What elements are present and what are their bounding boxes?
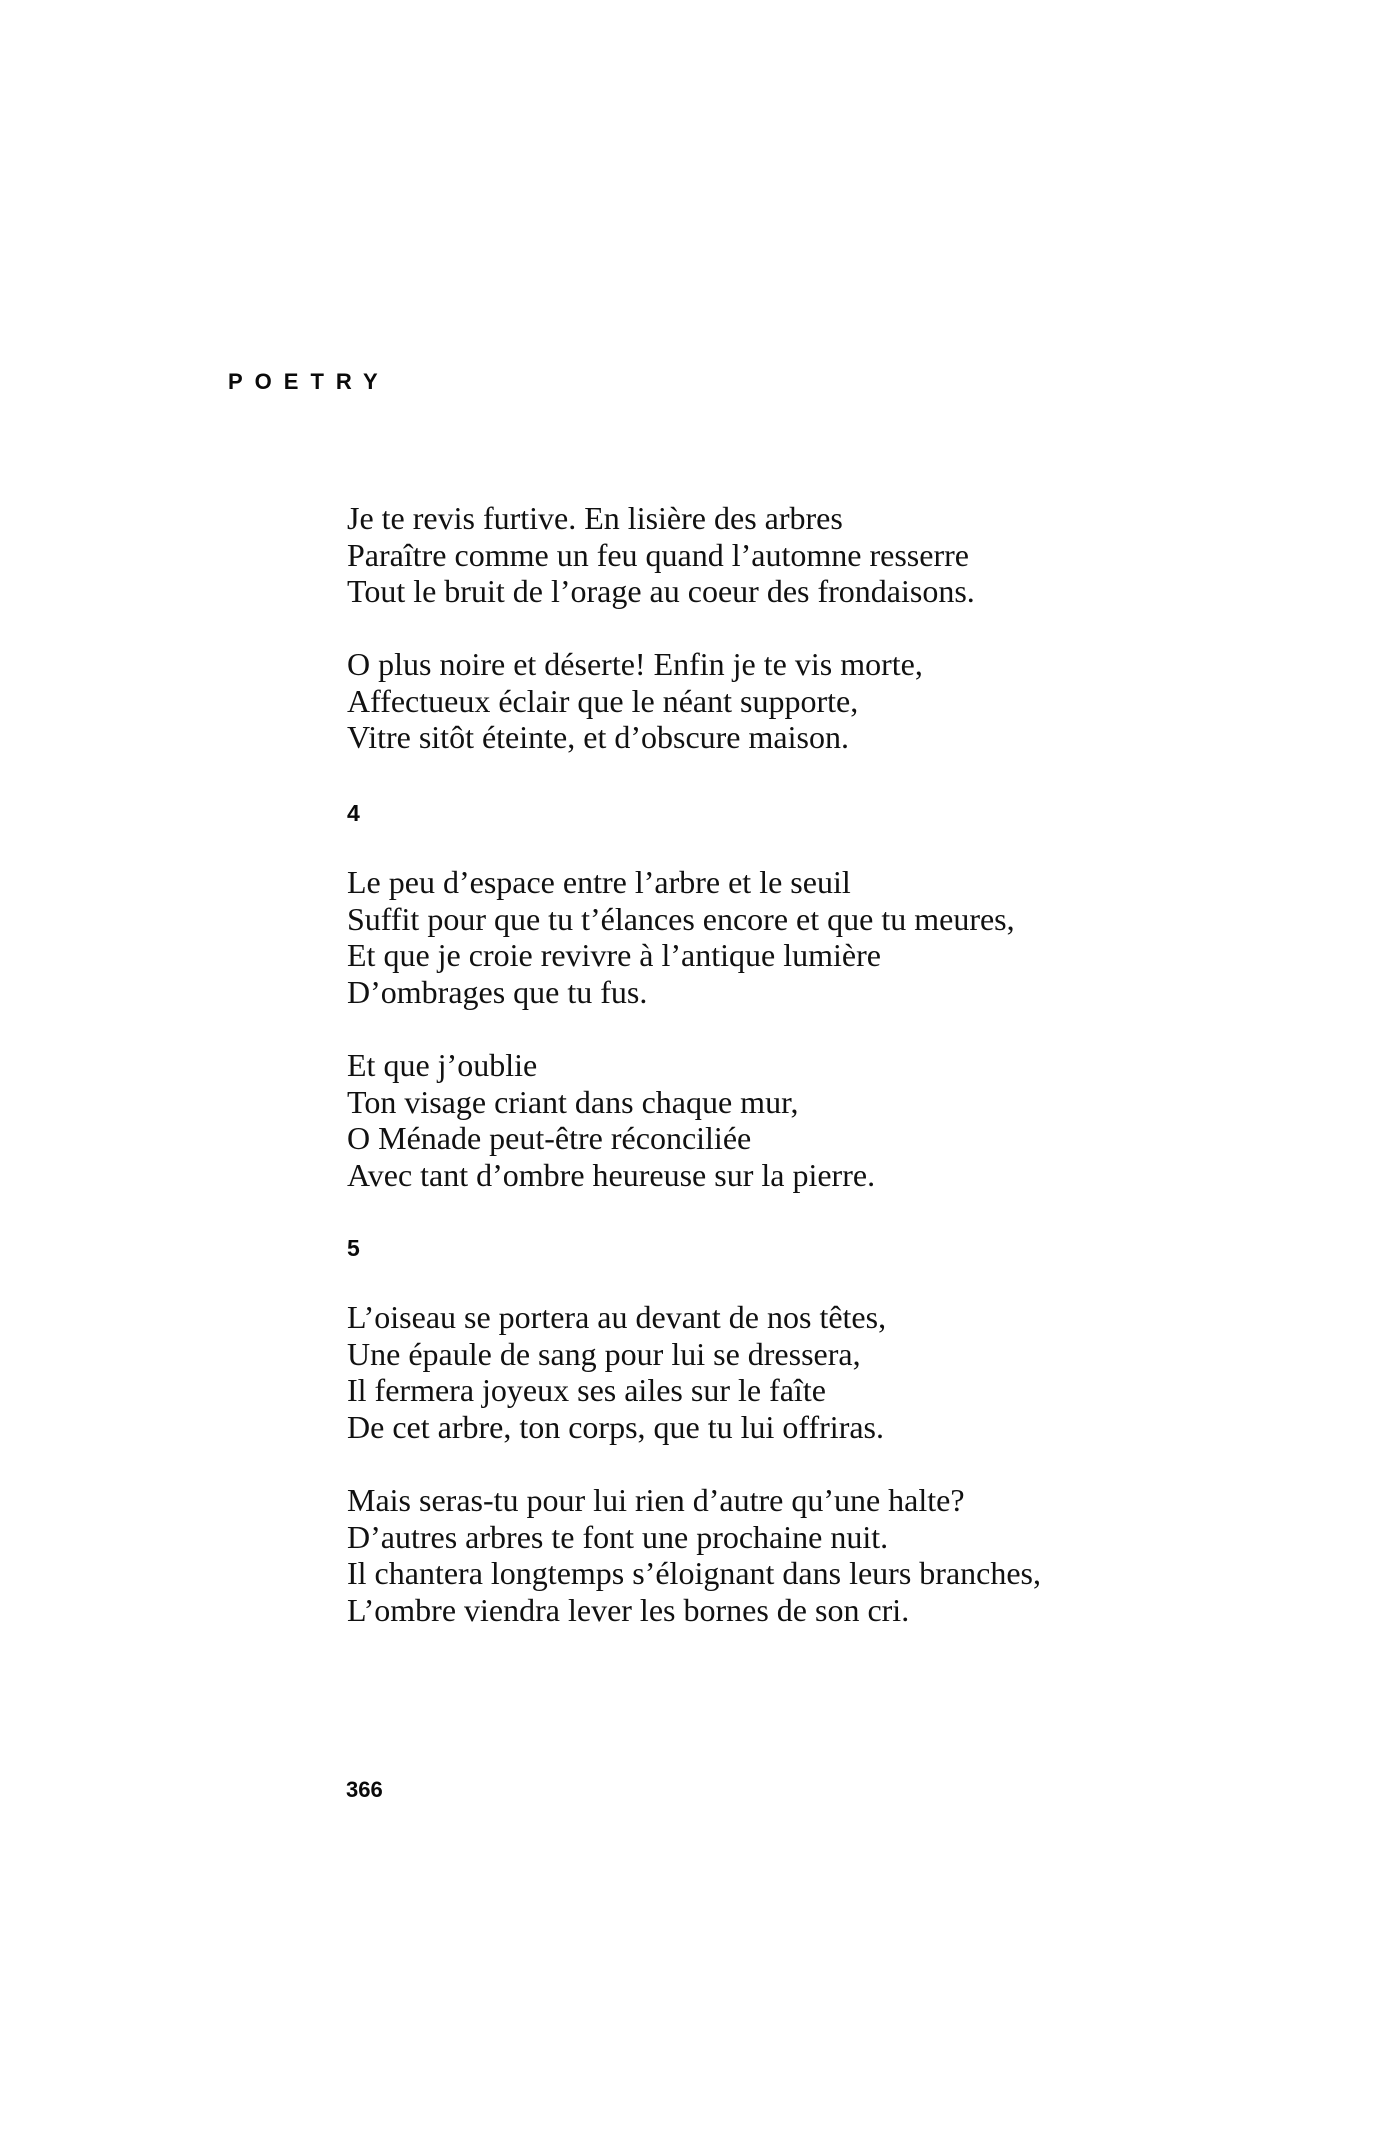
verse-line: Ton visage criant dans chaque mur, [347, 1083, 799, 1120]
verse-line: Suffit pour que tu t’élances encore et que tu meures, [347, 900, 1015, 937]
verse-line: Et que j’oublie [347, 1047, 538, 1083]
verse-line: Une épaule de sang pour lui se dressera, [347, 1335, 861, 1372]
stanza [347, 646, 923, 756]
stanza [347, 500, 975, 610]
stanza [347, 1482, 1041, 1628]
section-number: 4 [347, 800, 360, 826]
verse-line: L’oiseau se portera au devant de nos têtes, [347, 1299, 887, 1335]
stanza [347, 1299, 886, 1445]
stanza [347, 864, 1015, 1010]
verse-line: D’autres arbres te font une prochaine nuit. [347, 1518, 889, 1555]
verse-line: Je te revis furtive. En lisière des arbres [347, 500, 843, 536]
verse-line: Vitre sitôt éteinte, et d’obscure maison. [347, 719, 849, 755]
running-head: POETRY [228, 369, 390, 394]
verse-line: De cet arbre, ton corps, que tu lui offriras. [347, 1408, 884, 1445]
verse-line: Le peu d’espace entre l’arbre et le seuil [347, 864, 851, 900]
verse-line: Tout le bruit de l’orage au coeur des frondaisons. [347, 573, 975, 609]
verse-line: Avec tant d’ombre heureuse sur la pierre. [347, 1156, 876, 1193]
section-number: 5 [347, 1235, 360, 1261]
verse-line: O Ménade peut-être réconciliée [347, 1120, 752, 1156]
verse-line: O plus noire et déserte! Enfin je te vis morte, [347, 646, 923, 682]
verse-line: L’ombre viendra lever les bornes de son cri. [347, 1591, 910, 1628]
verse-line: D’ombrages que tu fus. [347, 973, 648, 1010]
page-number: 366 [346, 1777, 383, 1802]
verse-line: Affectueux éclair que le néant supporte, [347, 682, 859, 719]
verse-line: Et que je croie revivre à l’antique lumière [347, 937, 881, 973]
verse-line: Il fermera joyeux ses ailes sur le faîte [347, 1372, 826, 1408]
verse-line: Paraître comme un feu quand l’automne resserre [347, 536, 969, 573]
verse-line: Mais seras-tu pour lui rien d’autre qu’une halte? [347, 1482, 965, 1518]
verse-line: Il chantera longtemps s’éloignant dans leurs branches, [347, 1555, 1041, 1591]
stanza [347, 1047, 875, 1193]
